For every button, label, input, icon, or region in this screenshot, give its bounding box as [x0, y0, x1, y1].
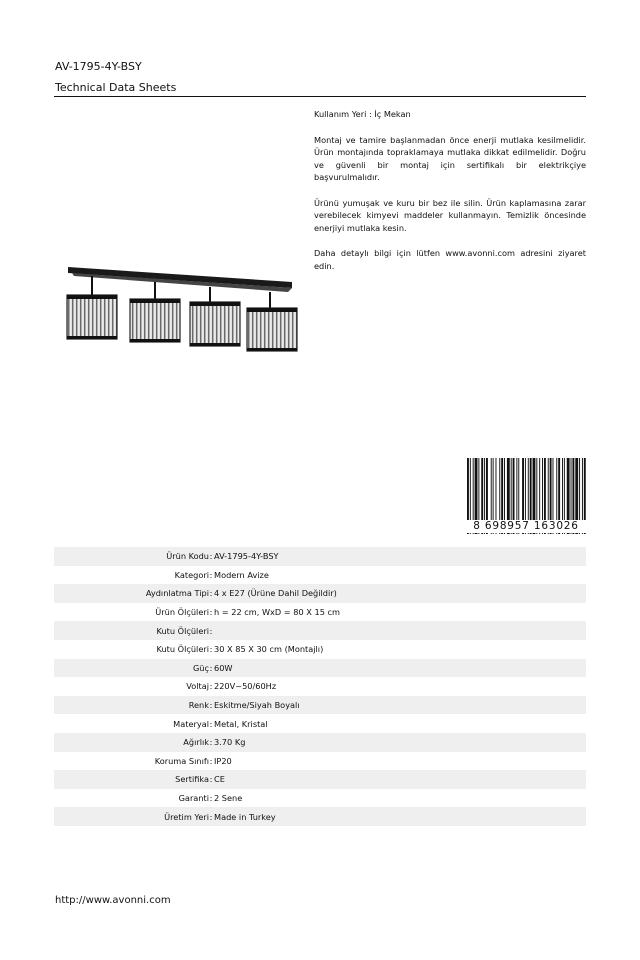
cleaning-paragraph: Ürünü yumuşak ve kuru bir bez ile silin. Ürün kaplamasına zarar verebilecek kimyevi maddeler kullanmayın. Temizlik öncesinde enerjiyi mutlaka kesin.: [314, 197, 586, 233]
spec-row: [54, 714, 586, 733]
spec-label: Kategori: [174, 569, 209, 580]
product-code-heading: AV-1795-4Y-BSY: [55, 60, 142, 73]
spec-label: Koruma Sınıfı: [154, 755, 209, 766]
spec-separator: :: [209, 774, 213, 785]
spec-value: 30 X 85 X 30 cm (Montajlı): [214, 644, 324, 655]
spec-separator: :: [209, 569, 213, 580]
spec-row: [54, 566, 586, 585]
footer-website-link[interactable]: http://www.avonni.com: [55, 895, 171, 906]
spec-separator: :: [209, 793, 213, 804]
spec-label: Materyal: [173, 718, 209, 729]
spec-separator: :: [209, 662, 213, 673]
document-subtitle: Technical Data Sheets: [55, 81, 177, 94]
spec-row: [54, 677, 586, 696]
spec-label: Güç: [192, 662, 209, 673]
spec-row: [54, 807, 586, 826]
product-image: [60, 262, 305, 357]
spec-separator: :: [209, 644, 213, 655]
spec-separator: :: [209, 718, 213, 729]
spec-separator: :: [209, 811, 213, 822]
spec-value: 2 Sene: [214, 793, 243, 804]
spec-separator: :: [209, 588, 213, 599]
spec-label: Ağırlık: [183, 737, 209, 748]
specifications-table: [54, 547, 586, 826]
spec-row: [54, 733, 586, 752]
spec-label: Sertifika: [175, 774, 209, 785]
spec-label: Aydınlatma Tipi: [145, 588, 209, 599]
spec-value: 60W: [214, 662, 233, 673]
barcode-number: 8 698957 163026: [466, 520, 586, 533]
spec-separator: :: [209, 700, 213, 711]
spec-label: Kutu Ölçüleri: [156, 644, 209, 655]
spec-value: IP20: [214, 755, 232, 766]
spec-row: [54, 640, 586, 659]
spec-row: [54, 659, 586, 678]
usage-location: Kullanım Yeri : İç Mekan: [314, 109, 411, 119]
spec-value: CE: [214, 774, 225, 785]
spec-label: Üretim Yeri: [164, 811, 209, 822]
spec-separator: :: [209, 607, 213, 618]
spec-row: [54, 547, 586, 566]
header-divider: [54, 96, 586, 97]
safety-paragraph: Montaj ve tamire başlanmadan önce enerji mutlaka kesilmelidir. Ürün montajında topraklamaya mutlaka dikkat edilmelidir. Doğru ve güvenli bir montaj için sertifikalı bir elektrikçiye başvurulmalıdır.: [314, 134, 586, 182]
spec-separator: :: [209, 737, 213, 748]
spec-row: [54, 789, 586, 808]
spec-value: Metal, Kristal: [214, 718, 268, 729]
spec-row: [54, 752, 586, 771]
spec-row: [54, 621, 586, 640]
spec-value: Modern Avize: [214, 569, 269, 580]
spec-label: Renk: [188, 700, 209, 711]
spec-label: Ürün Ölçüleri: [155, 607, 209, 618]
chandelier-icon: [60, 262, 305, 357]
spec-value: AV-1795-4Y-BSY: [214, 551, 279, 562]
spec-value: Made in Turkey: [214, 811, 276, 822]
spec-value: Eskitme/Siyah Boyalı: [214, 700, 300, 711]
spec-value: 4 x E27 (Ürüne Dahil Değildir): [214, 588, 337, 599]
spec-value: 3.70 Kg: [214, 737, 246, 748]
spec-label: Garanti: [178, 793, 209, 804]
spec-label: Ürün Kodu: [166, 551, 209, 562]
spec-separator: :: [209, 755, 213, 766]
spec-row: [54, 696, 586, 715]
spec-value: h = 22 cm, WxD = 80 X 15 cm: [214, 607, 340, 618]
spec-row: [54, 770, 586, 789]
spec-label: Kutu Ölçüleri: [156, 625, 209, 636]
spec-separator: :: [209, 681, 213, 692]
website-paragraph: Daha detaylı bilgi için lütfen www.avonni.com adresini ziyaret edin.: [314, 248, 586, 271]
spec-row: [54, 603, 586, 622]
spec-label: Voltaj: [186, 681, 209, 692]
spec-row: [54, 584, 586, 603]
usage-info: [314, 108, 586, 285]
barcode: [466, 458, 586, 538]
spec-value: 220V~50/60Hz: [214, 681, 277, 692]
spec-separator: :: [209, 551, 213, 562]
spec-separator: :: [209, 625, 213, 636]
